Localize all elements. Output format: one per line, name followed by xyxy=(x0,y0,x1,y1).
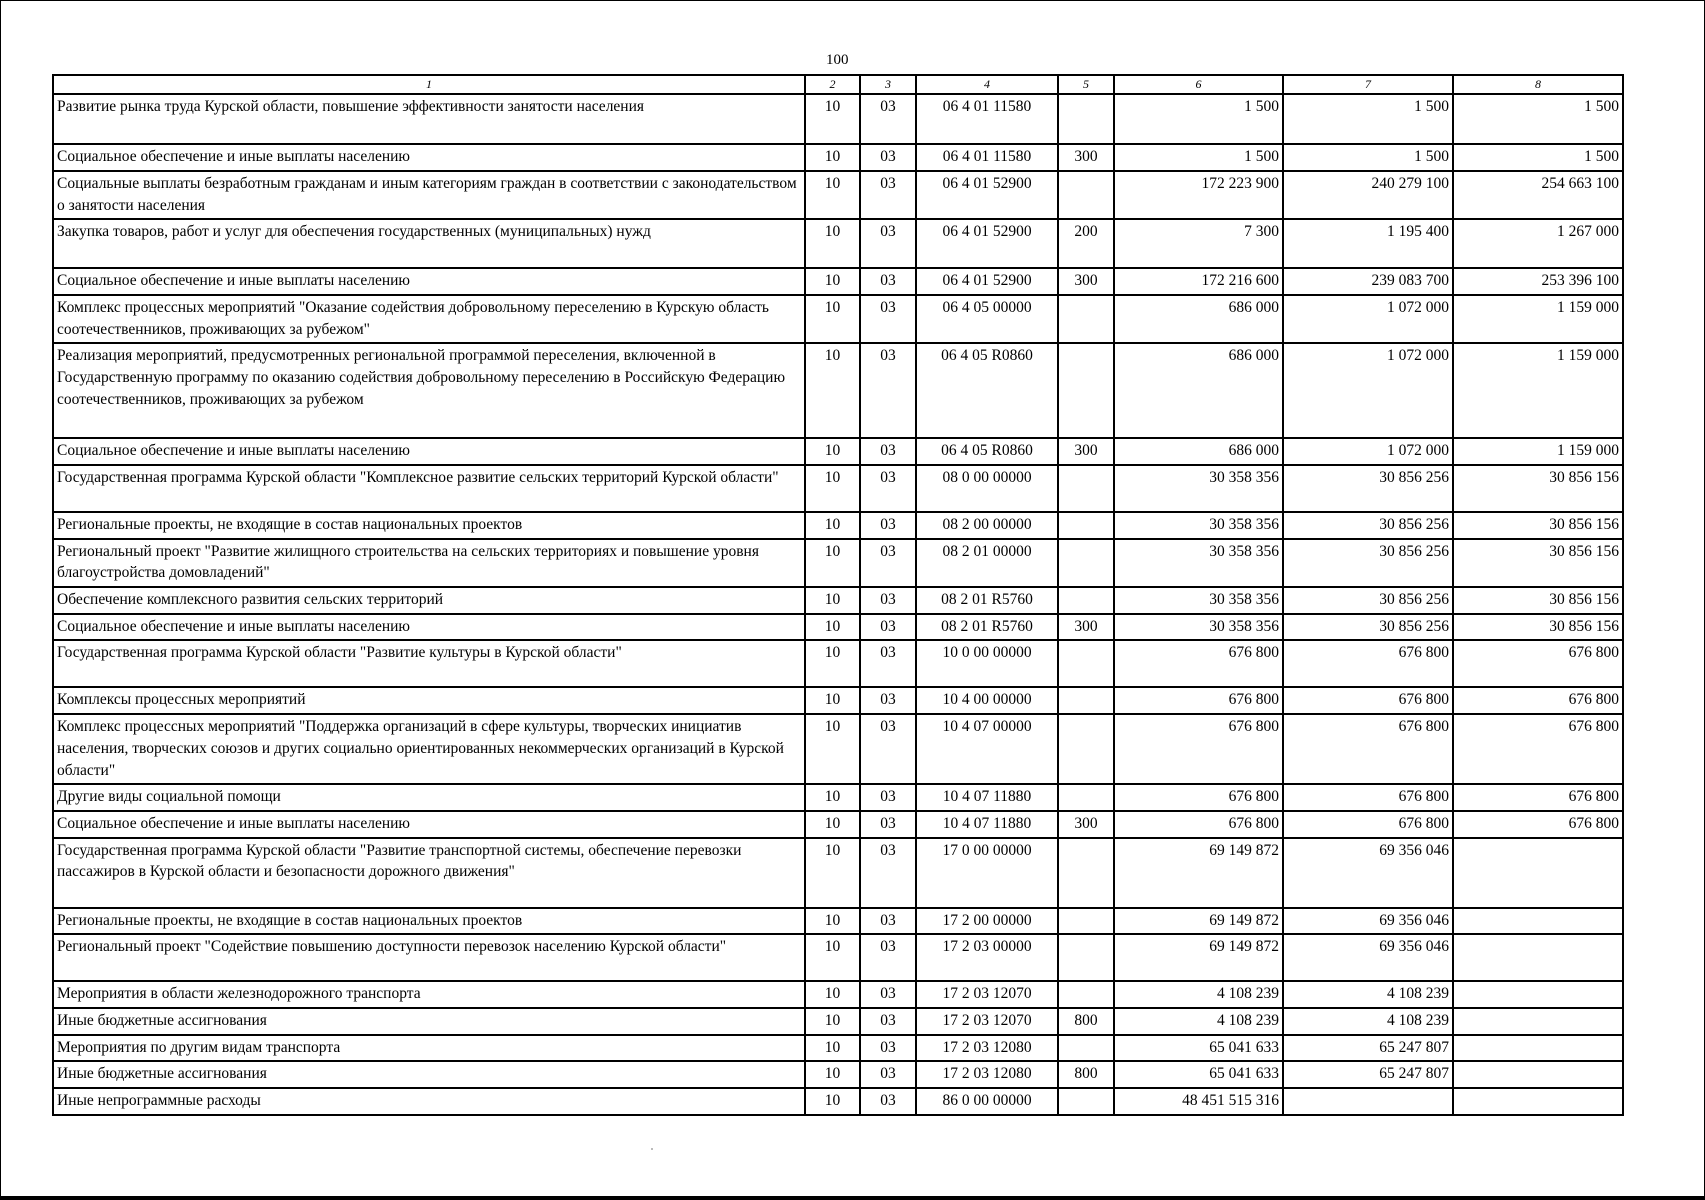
row-target-code: 17 2 03 12080 xyxy=(916,1035,1058,1062)
row-target-code: 10 4 07 00000 xyxy=(916,714,1058,784)
row-amount-col7: 676 800 xyxy=(1283,784,1453,811)
row-section: 10 xyxy=(805,687,860,714)
row-section: 10 xyxy=(805,1008,860,1035)
row-expense-type: 800 xyxy=(1058,1061,1114,1088)
row-section: 10 xyxy=(805,512,860,539)
row-name: Другие виды социальной помощи xyxy=(53,784,805,811)
row-amount-col6: 172 223 900 xyxy=(1114,171,1283,219)
row-amount-col7: 240 279 100 xyxy=(1283,171,1453,219)
row-amount-col6: 676 800 xyxy=(1114,714,1283,784)
row-subsection: 03 xyxy=(860,171,916,219)
row-target-code: 17 0 00 00000 xyxy=(916,838,1058,908)
row-name: Комплекс процессных мероприятий "Поддержка организаций в сфере культуры, творческих инициатив населения, творческих союзов и других социально ориентированных некоммерческих организаций в Курской области" xyxy=(53,714,805,784)
row-amount-col8: 254 663 100 xyxy=(1453,171,1623,219)
row-name: Социальное обеспечение и иные выплаты населению xyxy=(53,811,805,838)
row-amount-col7: 239 083 700 xyxy=(1283,268,1453,295)
row-amount-col7: 30 856 256 xyxy=(1283,614,1453,641)
table-row xyxy=(53,1088,1623,1115)
column-number: 5 xyxy=(1058,75,1114,94)
row-amount-col7: 676 800 xyxy=(1283,714,1453,784)
row-section: 10 xyxy=(805,614,860,641)
row-name: Региональные проекты, не входящие в состав национальных проектов xyxy=(53,908,805,935)
row-amount-col7: 1 072 000 xyxy=(1283,343,1453,438)
row-amount-col7: 676 800 xyxy=(1283,687,1453,714)
row-amount-col6: 1 500 xyxy=(1114,144,1283,171)
row-target-code: 08 0 00 00000 xyxy=(916,465,1058,512)
row-amount-col6: 4 108 239 xyxy=(1114,1008,1283,1035)
row-amount-col7: 1 195 400 xyxy=(1283,219,1453,268)
row-section: 10 xyxy=(805,811,860,838)
table-row xyxy=(53,438,1623,465)
row-amount-col6: 686 000 xyxy=(1114,438,1283,465)
row-expense-type xyxy=(1058,1088,1114,1115)
row-name: Государственная программа Курской области "Развитие транспортной системы, обеспечение перевозки пассажиров в Курской области и безопасности дорожного движения" xyxy=(53,838,805,908)
row-amount-col7: 65 247 807 xyxy=(1283,1061,1453,1088)
table-row xyxy=(53,295,1623,343)
row-expense-type xyxy=(1058,1035,1114,1062)
row-section: 10 xyxy=(805,908,860,935)
row-target-code: 06 4 01 52900 xyxy=(916,219,1058,268)
row-amount-col8 xyxy=(1453,981,1623,1008)
row-section: 10 xyxy=(805,94,860,144)
row-expense-type xyxy=(1058,784,1114,811)
column-number: 6 xyxy=(1114,75,1283,94)
row-subsection: 03 xyxy=(860,934,916,981)
row-subsection: 03 xyxy=(860,687,916,714)
table-row xyxy=(53,714,1623,784)
row-target-code: 17 2 03 12070 xyxy=(916,981,1058,1008)
row-amount-col6: 676 800 xyxy=(1114,687,1283,714)
row-expense-type xyxy=(1058,171,1114,219)
table-row xyxy=(53,539,1623,587)
row-expense-type: 300 xyxy=(1058,614,1114,641)
row-name: Закупка товаров, работ и услуг для обеспечения государственных (муниципальных) нужд xyxy=(53,219,805,268)
row-target-code: 17 2 03 12070 xyxy=(916,1008,1058,1035)
row-name: Государственная программа Курской области "Развитие культуры в Курской области" xyxy=(53,640,805,687)
row-amount-col8 xyxy=(1453,1008,1623,1035)
row-expense-type: 300 xyxy=(1058,144,1114,171)
row-amount-col8 xyxy=(1453,934,1623,981)
row-target-code: 08 2 01 00000 xyxy=(916,539,1058,587)
row-subsection: 03 xyxy=(860,219,916,268)
row-section: 10 xyxy=(805,219,860,268)
row-name: Комплекс процессных мероприятий "Оказание содействия добровольному переселению в Курскую область соотечественников, проживающих за рубежом" xyxy=(53,295,805,343)
row-expense-type xyxy=(1058,512,1114,539)
row-amount-col7: 69 356 046 xyxy=(1283,838,1453,908)
table-row xyxy=(53,1061,1623,1088)
row-expense-type xyxy=(1058,94,1114,144)
row-amount-col8: 676 800 xyxy=(1453,811,1623,838)
row-target-code: 86 0 00 00000 xyxy=(916,1088,1058,1115)
row-name: Социальное обеспечение и иные выплаты населению xyxy=(53,438,805,465)
row-expense-type xyxy=(1058,587,1114,614)
row-target-code: 08 2 01 R5760 xyxy=(916,587,1058,614)
row-amount-col6: 4 108 239 xyxy=(1114,981,1283,1008)
row-amount-col6: 686 000 xyxy=(1114,295,1283,343)
row-section: 10 xyxy=(805,438,860,465)
row-subsection: 03 xyxy=(860,811,916,838)
table-row xyxy=(53,981,1623,1008)
scan-bottom-edge xyxy=(0,1196,1705,1200)
row-expense-type xyxy=(1058,295,1114,343)
table-row xyxy=(53,838,1623,908)
row-name: Развитие рынка труда Курской области, повышение эффективности занятости населения xyxy=(53,94,805,144)
row-amount-col6: 30 358 356 xyxy=(1114,614,1283,641)
row-target-code: 08 2 01 R5760 xyxy=(916,614,1058,641)
row-subsection: 03 xyxy=(860,587,916,614)
row-name: Государственная программа Курской области "Комплексное развитие сельских территорий Курской области" xyxy=(53,465,805,512)
row-target-code: 06 4 05 00000 xyxy=(916,295,1058,343)
row-subsection: 03 xyxy=(860,539,916,587)
table-row xyxy=(53,171,1623,219)
row-section: 10 xyxy=(805,171,860,219)
row-section: 10 xyxy=(805,268,860,295)
row-target-code: 10 0 00 00000 xyxy=(916,640,1058,687)
row-target-code: 06 4 01 52900 xyxy=(916,268,1058,295)
table-row xyxy=(53,614,1623,641)
row-name: Комплексы процессных мероприятий xyxy=(53,687,805,714)
row-section: 10 xyxy=(805,465,860,512)
row-subsection: 03 xyxy=(860,268,916,295)
row-section: 10 xyxy=(805,981,860,1008)
row-amount-col8 xyxy=(1453,1061,1623,1088)
row-section: 10 xyxy=(805,1061,860,1088)
row-target-code: 17 2 03 00000 xyxy=(916,934,1058,981)
column-number: 1 xyxy=(53,75,805,94)
row-amount-col6: 69 149 872 xyxy=(1114,908,1283,935)
row-name: Региональный проект "Содействие повышению доступности перевозок населению Курской области" xyxy=(53,934,805,981)
row-target-code: 10 4 07 11880 xyxy=(916,784,1058,811)
row-amount-col8: 30 856 156 xyxy=(1453,465,1623,512)
row-name: Реализация мероприятий, предусмотренных региональной программой переселения, включенной в Государственную программу по оказанию содействия добровольному переселению в Российскую Федерацию соотечественников, проживающих за рубежом xyxy=(53,343,805,438)
row-amount-col7: 30 856 256 xyxy=(1283,465,1453,512)
row-expense-type xyxy=(1058,640,1114,687)
row-amount-col8: 1 159 000 xyxy=(1453,343,1623,438)
row-amount-col8: 30 856 156 xyxy=(1453,587,1623,614)
row-section: 10 xyxy=(805,640,860,687)
row-section: 10 xyxy=(805,343,860,438)
row-amount-col8: 30 856 156 xyxy=(1453,512,1623,539)
row-amount-col7 xyxy=(1283,1088,1453,1115)
table-row xyxy=(53,811,1623,838)
row-amount-col6: 48 451 515 316 xyxy=(1114,1088,1283,1115)
row-expense-type: 300 xyxy=(1058,438,1114,465)
row-subsection: 03 xyxy=(860,295,916,343)
row-name: Социальное обеспечение и иные выплаты населению xyxy=(53,614,805,641)
row-expense-type xyxy=(1058,539,1114,587)
row-amount-col8: 30 856 156 xyxy=(1453,539,1623,587)
column-number: 3 xyxy=(860,75,916,94)
table-body xyxy=(53,75,1623,1115)
row-amount-col8 xyxy=(1453,908,1623,935)
row-amount-col6: 7 300 xyxy=(1114,219,1283,268)
row-name: Социальное обеспечение и иные выплаты населению xyxy=(53,144,805,171)
row-amount-col6: 676 800 xyxy=(1114,811,1283,838)
row-expense-type: 800 xyxy=(1058,1008,1114,1035)
row-amount-col7: 30 856 256 xyxy=(1283,539,1453,587)
row-target-code: 10 4 00 00000 xyxy=(916,687,1058,714)
row-target-code: 17 2 00 00000 xyxy=(916,908,1058,935)
row-section: 10 xyxy=(805,295,860,343)
table-row xyxy=(53,268,1623,295)
row-amount-col6: 30 358 356 xyxy=(1114,512,1283,539)
row-section: 10 xyxy=(805,934,860,981)
row-amount-col6: 30 358 356 xyxy=(1114,587,1283,614)
budget-table xyxy=(52,74,1624,1116)
row-amount-col6: 69 149 872 xyxy=(1114,838,1283,908)
row-expense-type: 300 xyxy=(1058,268,1114,295)
row-section: 10 xyxy=(805,1035,860,1062)
row-subsection: 03 xyxy=(860,838,916,908)
row-name: Мероприятия по другим видам транспорта xyxy=(53,1035,805,1062)
row-amount-col7: 1 072 000 xyxy=(1283,295,1453,343)
row-amount-col8 xyxy=(1453,1035,1623,1062)
row-name: Иные бюджетные ассигнования xyxy=(53,1008,805,1035)
row-amount-col6: 69 149 872 xyxy=(1114,934,1283,981)
row-expense-type xyxy=(1058,714,1114,784)
row-amount-col6: 30 358 356 xyxy=(1114,539,1283,587)
row-expense-type xyxy=(1058,687,1114,714)
row-amount-col7: 69 356 046 xyxy=(1283,934,1453,981)
row-amount-col7: 676 800 xyxy=(1283,640,1453,687)
row-amount-col8: 1 267 000 xyxy=(1453,219,1623,268)
table-row xyxy=(53,144,1623,171)
row-expense-type: 200 xyxy=(1058,219,1114,268)
column-number: 4 xyxy=(916,75,1058,94)
row-amount-col7: 30 856 256 xyxy=(1283,512,1453,539)
row-name: Мероприятия в области железнодорожного транспорта xyxy=(53,981,805,1008)
row-name: Социальные выплаты безработным гражданам и иным категориям граждан в соответствии с законодательством о занятости населения xyxy=(53,171,805,219)
row-subsection: 03 xyxy=(860,784,916,811)
row-amount-col7: 1 500 xyxy=(1283,144,1453,171)
row-name: Иные непрограммные расходы xyxy=(53,1088,805,1115)
column-number: 7 xyxy=(1283,75,1453,94)
row-amount-col7: 1 500 xyxy=(1283,94,1453,144)
row-section: 10 xyxy=(805,539,860,587)
table-row xyxy=(53,465,1623,512)
row-amount-col6: 1 500 xyxy=(1114,94,1283,144)
row-subsection: 03 xyxy=(860,512,916,539)
row-subsection: 03 xyxy=(860,144,916,171)
row-amount-col7: 65 247 807 xyxy=(1283,1035,1453,1062)
row-amount-col8: 676 800 xyxy=(1453,784,1623,811)
row-section: 10 xyxy=(805,784,860,811)
row-subsection: 03 xyxy=(860,1008,916,1035)
row-name: Социальное обеспечение и иные выплаты населению xyxy=(53,268,805,295)
table-row xyxy=(53,640,1623,687)
row-section: 10 xyxy=(805,714,860,784)
column-number-row xyxy=(53,75,1623,94)
row-amount-col6: 65 041 633 xyxy=(1114,1035,1283,1062)
row-amount-col6: 30 358 356 xyxy=(1114,465,1283,512)
row-amount-col7: 676 800 xyxy=(1283,811,1453,838)
row-expense-type: 300 xyxy=(1058,811,1114,838)
row-expense-type xyxy=(1058,934,1114,981)
row-subsection: 03 xyxy=(860,714,916,784)
row-target-code: 10 4 07 11880 xyxy=(916,811,1058,838)
row-subsection: 03 xyxy=(860,1061,916,1088)
row-name: Региональный проект "Развитие жилищного строительства на сельских территориях и повышение уровня благоустройства домовладений" xyxy=(53,539,805,587)
row-amount-col8: 1 159 000 xyxy=(1453,295,1623,343)
row-subsection: 03 xyxy=(860,465,916,512)
row-expense-type xyxy=(1058,908,1114,935)
row-expense-type xyxy=(1058,343,1114,438)
table-row xyxy=(53,94,1623,144)
row-expense-type xyxy=(1058,465,1114,512)
row-subsection: 03 xyxy=(860,614,916,641)
row-amount-col8: 676 800 xyxy=(1453,687,1623,714)
table-row xyxy=(53,784,1623,811)
table-row xyxy=(53,934,1623,981)
row-name: Региональные проекты, не входящие в состав национальных проектов xyxy=(53,512,805,539)
row-section: 10 xyxy=(805,1088,860,1115)
row-section: 10 xyxy=(805,144,860,171)
row-amount-col6: 172 216 600 xyxy=(1114,268,1283,295)
row-amount-col6: 686 000 xyxy=(1114,343,1283,438)
row-amount-col7: 69 356 046 xyxy=(1283,908,1453,935)
row-target-code: 08 2 00 00000 xyxy=(916,512,1058,539)
row-amount-col6: 65 041 633 xyxy=(1114,1061,1283,1088)
row-amount-col8: 676 800 xyxy=(1453,714,1623,784)
page-number: 100 xyxy=(826,52,849,68)
column-number: 2 xyxy=(805,75,860,94)
row-amount-col8: 253 396 100 xyxy=(1453,268,1623,295)
row-amount-col7: 1 072 000 xyxy=(1283,438,1453,465)
row-amount-col6: 676 800 xyxy=(1114,784,1283,811)
row-target-code: 06 4 05 R0860 xyxy=(916,438,1058,465)
column-number: 8 xyxy=(1453,75,1623,94)
row-amount-col8: 1 500 xyxy=(1453,94,1623,144)
row-amount-col8 xyxy=(1453,1088,1623,1115)
row-subsection: 03 xyxy=(860,1035,916,1062)
row-subsection: 03 xyxy=(860,1088,916,1115)
row-expense-type xyxy=(1058,838,1114,908)
row-subsection: 03 xyxy=(860,343,916,438)
row-name: Обеспечение комплексного развития сельских территорий xyxy=(53,587,805,614)
table-row xyxy=(53,219,1623,268)
row-amount-col8: 1 500 xyxy=(1453,144,1623,171)
table-row xyxy=(53,1008,1623,1035)
row-amount-col8: 1 159 000 xyxy=(1453,438,1623,465)
table-row xyxy=(53,587,1623,614)
row-amount-col8: 676 800 xyxy=(1453,640,1623,687)
table-row xyxy=(53,908,1623,935)
row-amount-col7: 4 108 239 xyxy=(1283,1008,1453,1035)
row-subsection: 03 xyxy=(860,438,916,465)
row-amount-col8 xyxy=(1453,838,1623,908)
row-section: 10 xyxy=(805,587,860,614)
table-row xyxy=(53,687,1623,714)
row-amount-col7: 30 856 256 xyxy=(1283,587,1453,614)
row-subsection: 03 xyxy=(860,640,916,687)
table-row xyxy=(53,512,1623,539)
row-subsection: 03 xyxy=(860,981,916,1008)
row-amount-col7: 4 108 239 xyxy=(1283,981,1453,1008)
row-target-code: 06 4 01 52900 xyxy=(916,171,1058,219)
row-amount-col6: 676 800 xyxy=(1114,640,1283,687)
row-expense-type xyxy=(1058,981,1114,1008)
table-row xyxy=(53,1035,1623,1062)
row-section: 10 xyxy=(805,838,860,908)
table-row xyxy=(53,343,1623,438)
row-target-code: 06 4 01 11580 xyxy=(916,144,1058,171)
row-amount-col8: 30 856 156 xyxy=(1453,614,1623,641)
row-subsection: 03 xyxy=(860,94,916,144)
scan-speck xyxy=(651,1148,653,1150)
row-target-code: 17 2 03 12080 xyxy=(916,1061,1058,1088)
row-target-code: 06 4 01 11580 xyxy=(916,94,1058,144)
row-subsection: 03 xyxy=(860,908,916,935)
row-target-code: 06 4 05 R0860 xyxy=(916,343,1058,438)
row-name: Иные бюджетные ассигнования xyxy=(53,1061,805,1088)
